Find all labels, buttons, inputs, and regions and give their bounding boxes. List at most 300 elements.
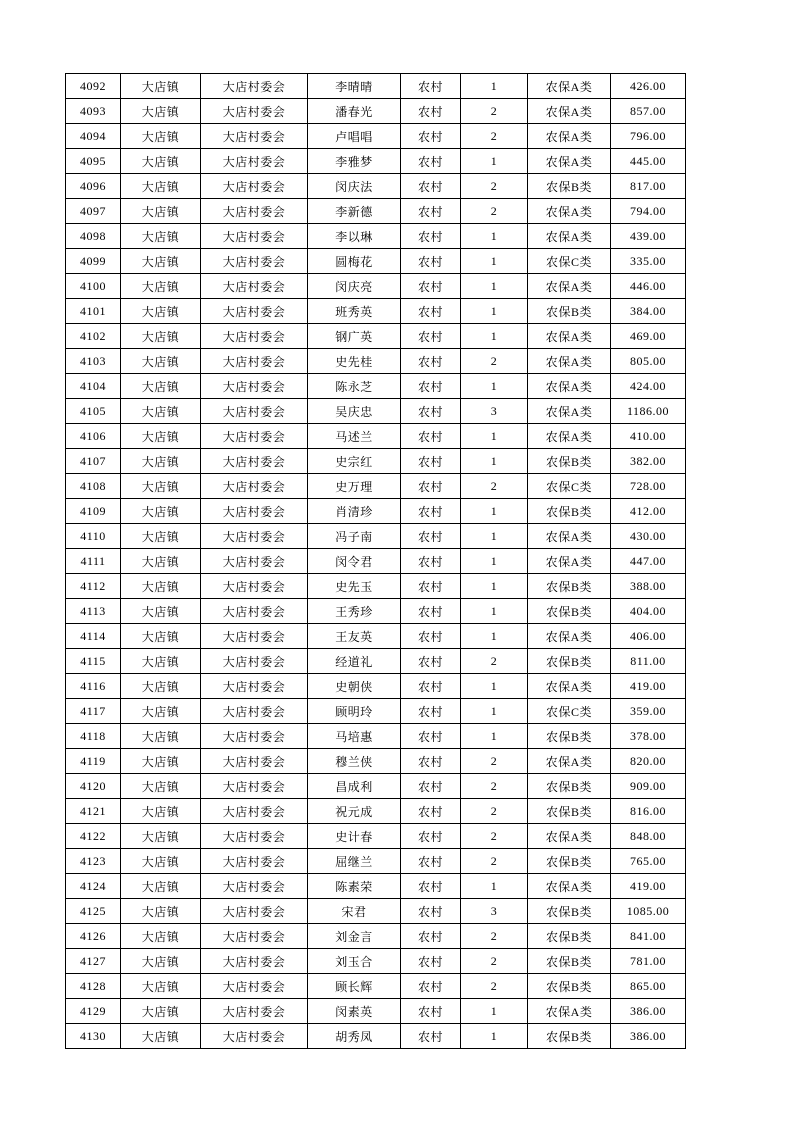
cell-count: 1 — [461, 224, 528, 249]
cell-residence: 农村 — [401, 774, 461, 799]
cell-village: 大店村委会 — [201, 549, 308, 574]
cell-residence: 农村 — [401, 749, 461, 774]
cell-amount: 419.00 — [611, 674, 686, 699]
cell-category: 农保A类 — [528, 99, 611, 124]
cell-amount: 410.00 — [611, 424, 686, 449]
cell-amount: 386.00 — [611, 999, 686, 1024]
cell-category: 农保B类 — [528, 574, 611, 599]
cell-category: 农保B类 — [528, 599, 611, 624]
cell-id: 4110 — [66, 524, 121, 549]
cell-count: 1 — [461, 74, 528, 99]
cell-count: 2 — [461, 99, 528, 124]
table-row — [66, 499, 686, 524]
cell-village: 大店村委会 — [201, 449, 308, 474]
cell-name: 马培惠 — [308, 724, 401, 749]
cell-town: 大店镇 — [121, 174, 201, 199]
cell-village: 大店村委会 — [201, 649, 308, 674]
table-row — [66, 999, 686, 1024]
cell-category: 农保A类 — [528, 74, 611, 99]
table-body — [66, 74, 686, 1049]
cell-id: 4124 — [66, 874, 121, 899]
cell-village: 大店村委会 — [201, 299, 308, 324]
cell-count: 1 — [461, 1024, 528, 1049]
cell-village: 大店村委会 — [201, 274, 308, 299]
cell-town: 大店镇 — [121, 224, 201, 249]
cell-town: 大店镇 — [121, 949, 201, 974]
cell-count: 2 — [461, 774, 528, 799]
cell-village: 大店村委会 — [201, 99, 308, 124]
cell-count: 1 — [461, 699, 528, 724]
cell-id: 4098 — [66, 224, 121, 249]
cell-count: 2 — [461, 174, 528, 199]
cell-count: 1 — [461, 874, 528, 899]
cell-village: 大店村委会 — [201, 849, 308, 874]
cell-name: 顾长辉 — [308, 974, 401, 999]
cell-residence: 农村 — [401, 949, 461, 974]
cell-village: 大店村委会 — [201, 874, 308, 899]
cell-town: 大店镇 — [121, 549, 201, 574]
cell-town: 大店镇 — [121, 824, 201, 849]
cell-category: 农保A类 — [528, 199, 611, 224]
cell-residence: 农村 — [401, 374, 461, 399]
cell-amount: 378.00 — [611, 724, 686, 749]
cell-category: 农保A类 — [528, 399, 611, 424]
cell-residence: 农村 — [401, 699, 461, 724]
cell-count: 1 — [461, 724, 528, 749]
cell-village: 大店村委会 — [201, 424, 308, 449]
cell-name: 陈素荣 — [308, 874, 401, 899]
cell-residence: 农村 — [401, 324, 461, 349]
table-row — [66, 699, 686, 724]
cell-town: 大店镇 — [121, 124, 201, 149]
cell-residence: 农村 — [401, 599, 461, 624]
cell-id: 4096 — [66, 174, 121, 199]
cell-name: 刘金言 — [308, 924, 401, 949]
cell-amount: 412.00 — [611, 499, 686, 524]
cell-residence: 农村 — [401, 74, 461, 99]
cell-category: 农保A类 — [528, 124, 611, 149]
cell-name: 肖清珍 — [308, 499, 401, 524]
table-row — [66, 174, 686, 199]
table-row — [66, 624, 686, 649]
cell-village: 大店村委会 — [201, 174, 308, 199]
table-row — [66, 924, 686, 949]
cell-category: 农保A类 — [528, 374, 611, 399]
cell-name: 钢广英 — [308, 324, 401, 349]
cell-amount: 909.00 — [611, 774, 686, 799]
cell-amount: 794.00 — [611, 199, 686, 224]
cell-id: 4130 — [66, 1024, 121, 1049]
cell-id: 4097 — [66, 199, 121, 224]
cell-town: 大店镇 — [121, 324, 201, 349]
cell-name: 刘玉合 — [308, 949, 401, 974]
cell-id: 4095 — [66, 149, 121, 174]
cell-amount: 445.00 — [611, 149, 686, 174]
cell-name: 史先桂 — [308, 349, 401, 374]
table-row — [66, 474, 686, 499]
cell-name: 卢唱唱 — [308, 124, 401, 149]
cell-id: 4099 — [66, 249, 121, 274]
cell-count: 2 — [461, 749, 528, 774]
cell-category: 农保A类 — [528, 274, 611, 299]
cell-id: 4109 — [66, 499, 121, 524]
cell-name: 圆梅花 — [308, 249, 401, 274]
cell-name: 闵庆亮 — [308, 274, 401, 299]
cell-name: 顾明玲 — [308, 699, 401, 724]
cell-residence: 农村 — [401, 299, 461, 324]
cell-count: 1 — [461, 449, 528, 474]
cell-amount: 811.00 — [611, 649, 686, 674]
cell-count: 1 — [461, 499, 528, 524]
cell-residence: 农村 — [401, 624, 461, 649]
cell-village: 大店村委会 — [201, 224, 308, 249]
cell-name: 穆兰侠 — [308, 749, 401, 774]
cell-town: 大店镇 — [121, 349, 201, 374]
table-row — [66, 649, 686, 674]
cell-name: 潘春光 — [308, 99, 401, 124]
cell-amount: 865.00 — [611, 974, 686, 999]
cell-count: 1 — [461, 274, 528, 299]
cell-name: 王秀珍 — [308, 599, 401, 624]
cell-residence: 农村 — [401, 199, 461, 224]
cell-amount: 816.00 — [611, 799, 686, 824]
cell-town: 大店镇 — [121, 849, 201, 874]
cell-village: 大店村委会 — [201, 774, 308, 799]
table-row — [66, 599, 686, 624]
cell-town: 大店镇 — [121, 249, 201, 274]
cell-residence: 农村 — [401, 274, 461, 299]
cell-name: 李新德 — [308, 199, 401, 224]
cell-town: 大店镇 — [121, 299, 201, 324]
table-row — [66, 374, 686, 399]
cell-category: 农保A类 — [528, 674, 611, 699]
cell-id: 4093 — [66, 99, 121, 124]
cell-amount: 426.00 — [611, 74, 686, 99]
cell-amount: 857.00 — [611, 99, 686, 124]
cell-town: 大店镇 — [121, 799, 201, 824]
cell-name: 宋君 — [308, 899, 401, 924]
table-row — [66, 74, 686, 99]
cell-amount: 781.00 — [611, 949, 686, 974]
cell-residence: 农村 — [401, 974, 461, 999]
cell-village: 大店村委会 — [201, 749, 308, 774]
cell-name: 马述兰 — [308, 424, 401, 449]
cell-amount: 1085.00 — [611, 899, 686, 924]
cell-town: 大店镇 — [121, 399, 201, 424]
cell-amount: 765.00 — [611, 849, 686, 874]
cell-town: 大店镇 — [121, 1024, 201, 1049]
cell-amount: 404.00 — [611, 599, 686, 624]
cell-category: 农保B类 — [528, 174, 611, 199]
table-row — [66, 324, 686, 349]
cell-name: 冯子南 — [308, 524, 401, 549]
cell-town: 大店镇 — [121, 999, 201, 1024]
cell-category: 农保A类 — [528, 749, 611, 774]
cell-name: 史万理 — [308, 474, 401, 499]
table-row — [66, 299, 686, 324]
table-row — [66, 399, 686, 424]
cell-amount: 848.00 — [611, 824, 686, 849]
cell-category: 农保A类 — [528, 824, 611, 849]
cell-count: 2 — [461, 824, 528, 849]
cell-residence: 农村 — [401, 424, 461, 449]
cell-id: 4123 — [66, 849, 121, 874]
cell-town: 大店镇 — [121, 149, 201, 174]
cell-town: 大店镇 — [121, 749, 201, 774]
cell-town: 大店镇 — [121, 874, 201, 899]
cell-village: 大店村委会 — [201, 999, 308, 1024]
cell-town: 大店镇 — [121, 974, 201, 999]
cell-amount: 439.00 — [611, 224, 686, 249]
cell-category: 农保A类 — [528, 624, 611, 649]
cell-amount: 447.00 — [611, 549, 686, 574]
cell-village: 大店村委会 — [201, 724, 308, 749]
cell-village: 大店村委会 — [201, 949, 308, 974]
cell-residence: 农村 — [401, 399, 461, 424]
cell-amount: 728.00 — [611, 474, 686, 499]
cell-amount: 446.00 — [611, 274, 686, 299]
cell-category: 农保C类 — [528, 699, 611, 724]
cell-id: 4103 — [66, 349, 121, 374]
cell-village: 大店村委会 — [201, 924, 308, 949]
cell-amount: 841.00 — [611, 924, 686, 949]
cell-count: 2 — [461, 849, 528, 874]
cell-amount: 386.00 — [611, 1024, 686, 1049]
cell-village: 大店村委会 — [201, 899, 308, 924]
cell-village: 大店村委会 — [201, 974, 308, 999]
cell-residence: 农村 — [401, 149, 461, 174]
cell-count: 1 — [461, 549, 528, 574]
cell-id: 4104 — [66, 374, 121, 399]
cell-count: 1 — [461, 374, 528, 399]
cell-town: 大店镇 — [121, 99, 201, 124]
table-row — [66, 574, 686, 599]
cell-name: 史朝侠 — [308, 674, 401, 699]
table-row — [66, 824, 686, 849]
cell-count: 3 — [461, 399, 528, 424]
cell-amount: 388.00 — [611, 574, 686, 599]
table-row — [66, 449, 686, 474]
cell-id: 4120 — [66, 774, 121, 799]
cell-id: 4101 — [66, 299, 121, 324]
cell-id: 4105 — [66, 399, 121, 424]
cell-village: 大店村委会 — [201, 349, 308, 374]
cell-amount: 817.00 — [611, 174, 686, 199]
cell-amount: 469.00 — [611, 324, 686, 349]
cell-village: 大店村委会 — [201, 474, 308, 499]
cell-town: 大店镇 — [121, 924, 201, 949]
cell-village: 大店村委会 — [201, 574, 308, 599]
cell-id: 4114 — [66, 624, 121, 649]
cell-name: 李以琳 — [308, 224, 401, 249]
table-row — [66, 874, 686, 899]
cell-count: 2 — [461, 474, 528, 499]
cell-town: 大店镇 — [121, 724, 201, 749]
cell-residence: 农村 — [401, 249, 461, 274]
cell-count: 2 — [461, 974, 528, 999]
cell-category: 农保A类 — [528, 524, 611, 549]
cell-category: 农保B类 — [528, 849, 611, 874]
cell-town: 大店镇 — [121, 674, 201, 699]
cell-residence: 农村 — [401, 999, 461, 1024]
cell-residence: 农村 — [401, 849, 461, 874]
cell-amount: 820.00 — [611, 749, 686, 774]
table-row — [66, 124, 686, 149]
cell-residence: 农村 — [401, 474, 461, 499]
cell-count: 1 — [461, 624, 528, 649]
table-row — [66, 799, 686, 824]
cell-count: 3 — [461, 899, 528, 924]
cell-category: 农保A类 — [528, 424, 611, 449]
cell-name: 经道礼 — [308, 649, 401, 674]
cell-category: 农保C类 — [528, 249, 611, 274]
cell-name: 祝元成 — [308, 799, 401, 824]
cell-residence: 农村 — [401, 549, 461, 574]
cell-town: 大店镇 — [121, 499, 201, 524]
cell-count: 1 — [461, 999, 528, 1024]
cell-id: 4100 — [66, 274, 121, 299]
cell-count: 1 — [461, 249, 528, 274]
cell-amount: 430.00 — [611, 524, 686, 549]
cell-count: 1 — [461, 299, 528, 324]
cell-category: 农保A类 — [528, 874, 611, 899]
cell-town: 大店镇 — [121, 374, 201, 399]
cell-town: 大店镇 — [121, 424, 201, 449]
cell-town: 大店镇 — [121, 774, 201, 799]
cell-amount: 382.00 — [611, 449, 686, 474]
cell-count: 1 — [461, 674, 528, 699]
cell-category: 农保B类 — [528, 1024, 611, 1049]
cell-id: 4121 — [66, 799, 121, 824]
cell-count: 2 — [461, 649, 528, 674]
cell-town: 大店镇 — [121, 274, 201, 299]
cell-name: 王友英 — [308, 624, 401, 649]
cell-village: 大店村委会 — [201, 374, 308, 399]
cell-residence: 农村 — [401, 724, 461, 749]
cell-name: 史计春 — [308, 824, 401, 849]
cell-village: 大店村委会 — [201, 524, 308, 549]
cell-id: 4125 — [66, 899, 121, 924]
cell-name: 吴庆忠 — [308, 399, 401, 424]
cell-count: 2 — [461, 199, 528, 224]
cell-category: 农保B类 — [528, 299, 611, 324]
cell-town: 大店镇 — [121, 574, 201, 599]
cell-name: 史先玉 — [308, 574, 401, 599]
table-row — [66, 899, 686, 924]
cell-count: 1 — [461, 149, 528, 174]
cell-residence: 农村 — [401, 924, 461, 949]
cell-town: 大店镇 — [121, 524, 201, 549]
cell-name: 李雅梦 — [308, 149, 401, 174]
cell-residence: 农村 — [401, 799, 461, 824]
cell-id: 4113 — [66, 599, 121, 624]
cell-town: 大店镇 — [121, 199, 201, 224]
cell-village: 大店村委会 — [201, 199, 308, 224]
cell-village: 大店村委会 — [201, 1024, 308, 1049]
cell-residence: 农村 — [401, 449, 461, 474]
cell-id: 4111 — [66, 549, 121, 574]
table-row — [66, 274, 686, 299]
cell-category: 农保A类 — [528, 224, 611, 249]
cell-residence: 农村 — [401, 499, 461, 524]
cell-village: 大店村委会 — [201, 699, 308, 724]
cell-category: 农保B类 — [528, 899, 611, 924]
cell-residence: 农村 — [401, 649, 461, 674]
cell-id: 4126 — [66, 924, 121, 949]
cell-amount: 406.00 — [611, 624, 686, 649]
cell-name: 闵令君 — [308, 549, 401, 574]
cell-residence: 农村 — [401, 524, 461, 549]
cell-village: 大店村委会 — [201, 149, 308, 174]
cell-category: 农保B类 — [528, 799, 611, 824]
cell-category: 农保A类 — [528, 149, 611, 174]
cell-town: 大店镇 — [121, 699, 201, 724]
cell-category: 农保B类 — [528, 449, 611, 474]
cell-name: 屈继兰 — [308, 849, 401, 874]
table-row — [66, 224, 686, 249]
cell-town: 大店镇 — [121, 449, 201, 474]
table-row — [66, 149, 686, 174]
table-row — [66, 849, 686, 874]
cell-residence: 农村 — [401, 674, 461, 699]
cell-town: 大店镇 — [121, 899, 201, 924]
cell-residence: 农村 — [401, 1024, 461, 1049]
table-row — [66, 249, 686, 274]
cell-town: 大店镇 — [121, 74, 201, 99]
cell-category: 农保B类 — [528, 924, 611, 949]
cell-village: 大店村委会 — [201, 74, 308, 99]
table-row — [66, 424, 686, 449]
table-row — [66, 774, 686, 799]
cell-name: 昌成利 — [308, 774, 401, 799]
cell-residence: 农村 — [401, 824, 461, 849]
table-row — [66, 99, 686, 124]
cell-amount: 359.00 — [611, 699, 686, 724]
cell-amount: 805.00 — [611, 349, 686, 374]
cell-id: 4129 — [66, 999, 121, 1024]
cell-count: 1 — [461, 574, 528, 599]
cell-category: 农保A类 — [528, 324, 611, 349]
table-row — [66, 974, 686, 999]
cell-village: 大店村委会 — [201, 249, 308, 274]
cell-residence: 农村 — [401, 99, 461, 124]
cell-id: 4127 — [66, 949, 121, 974]
cell-category: 农保B类 — [528, 499, 611, 524]
cell-village: 大店村委会 — [201, 124, 308, 149]
cell-amount: 796.00 — [611, 124, 686, 149]
cell-id: 4094 — [66, 124, 121, 149]
table-row — [66, 724, 686, 749]
cell-town: 大店镇 — [121, 649, 201, 674]
cell-village: 大店村委会 — [201, 674, 308, 699]
cell-residence: 农村 — [401, 874, 461, 899]
cell-amount: 1186.00 — [611, 399, 686, 424]
cell-count: 1 — [461, 524, 528, 549]
cell-id: 4106 — [66, 424, 121, 449]
cell-residence: 农村 — [401, 124, 461, 149]
cell-category: 农保A类 — [528, 999, 611, 1024]
cell-count: 1 — [461, 424, 528, 449]
cell-id: 4118 — [66, 724, 121, 749]
cell-village: 大店村委会 — [201, 324, 308, 349]
cell-name: 李晴晴 — [308, 74, 401, 99]
cell-village: 大店村委会 — [201, 824, 308, 849]
cell-id: 4117 — [66, 699, 121, 724]
cell-town: 大店镇 — [121, 599, 201, 624]
cell-town: 大店镇 — [121, 474, 201, 499]
cell-village: 大店村委会 — [201, 624, 308, 649]
cell-id: 4115 — [66, 649, 121, 674]
